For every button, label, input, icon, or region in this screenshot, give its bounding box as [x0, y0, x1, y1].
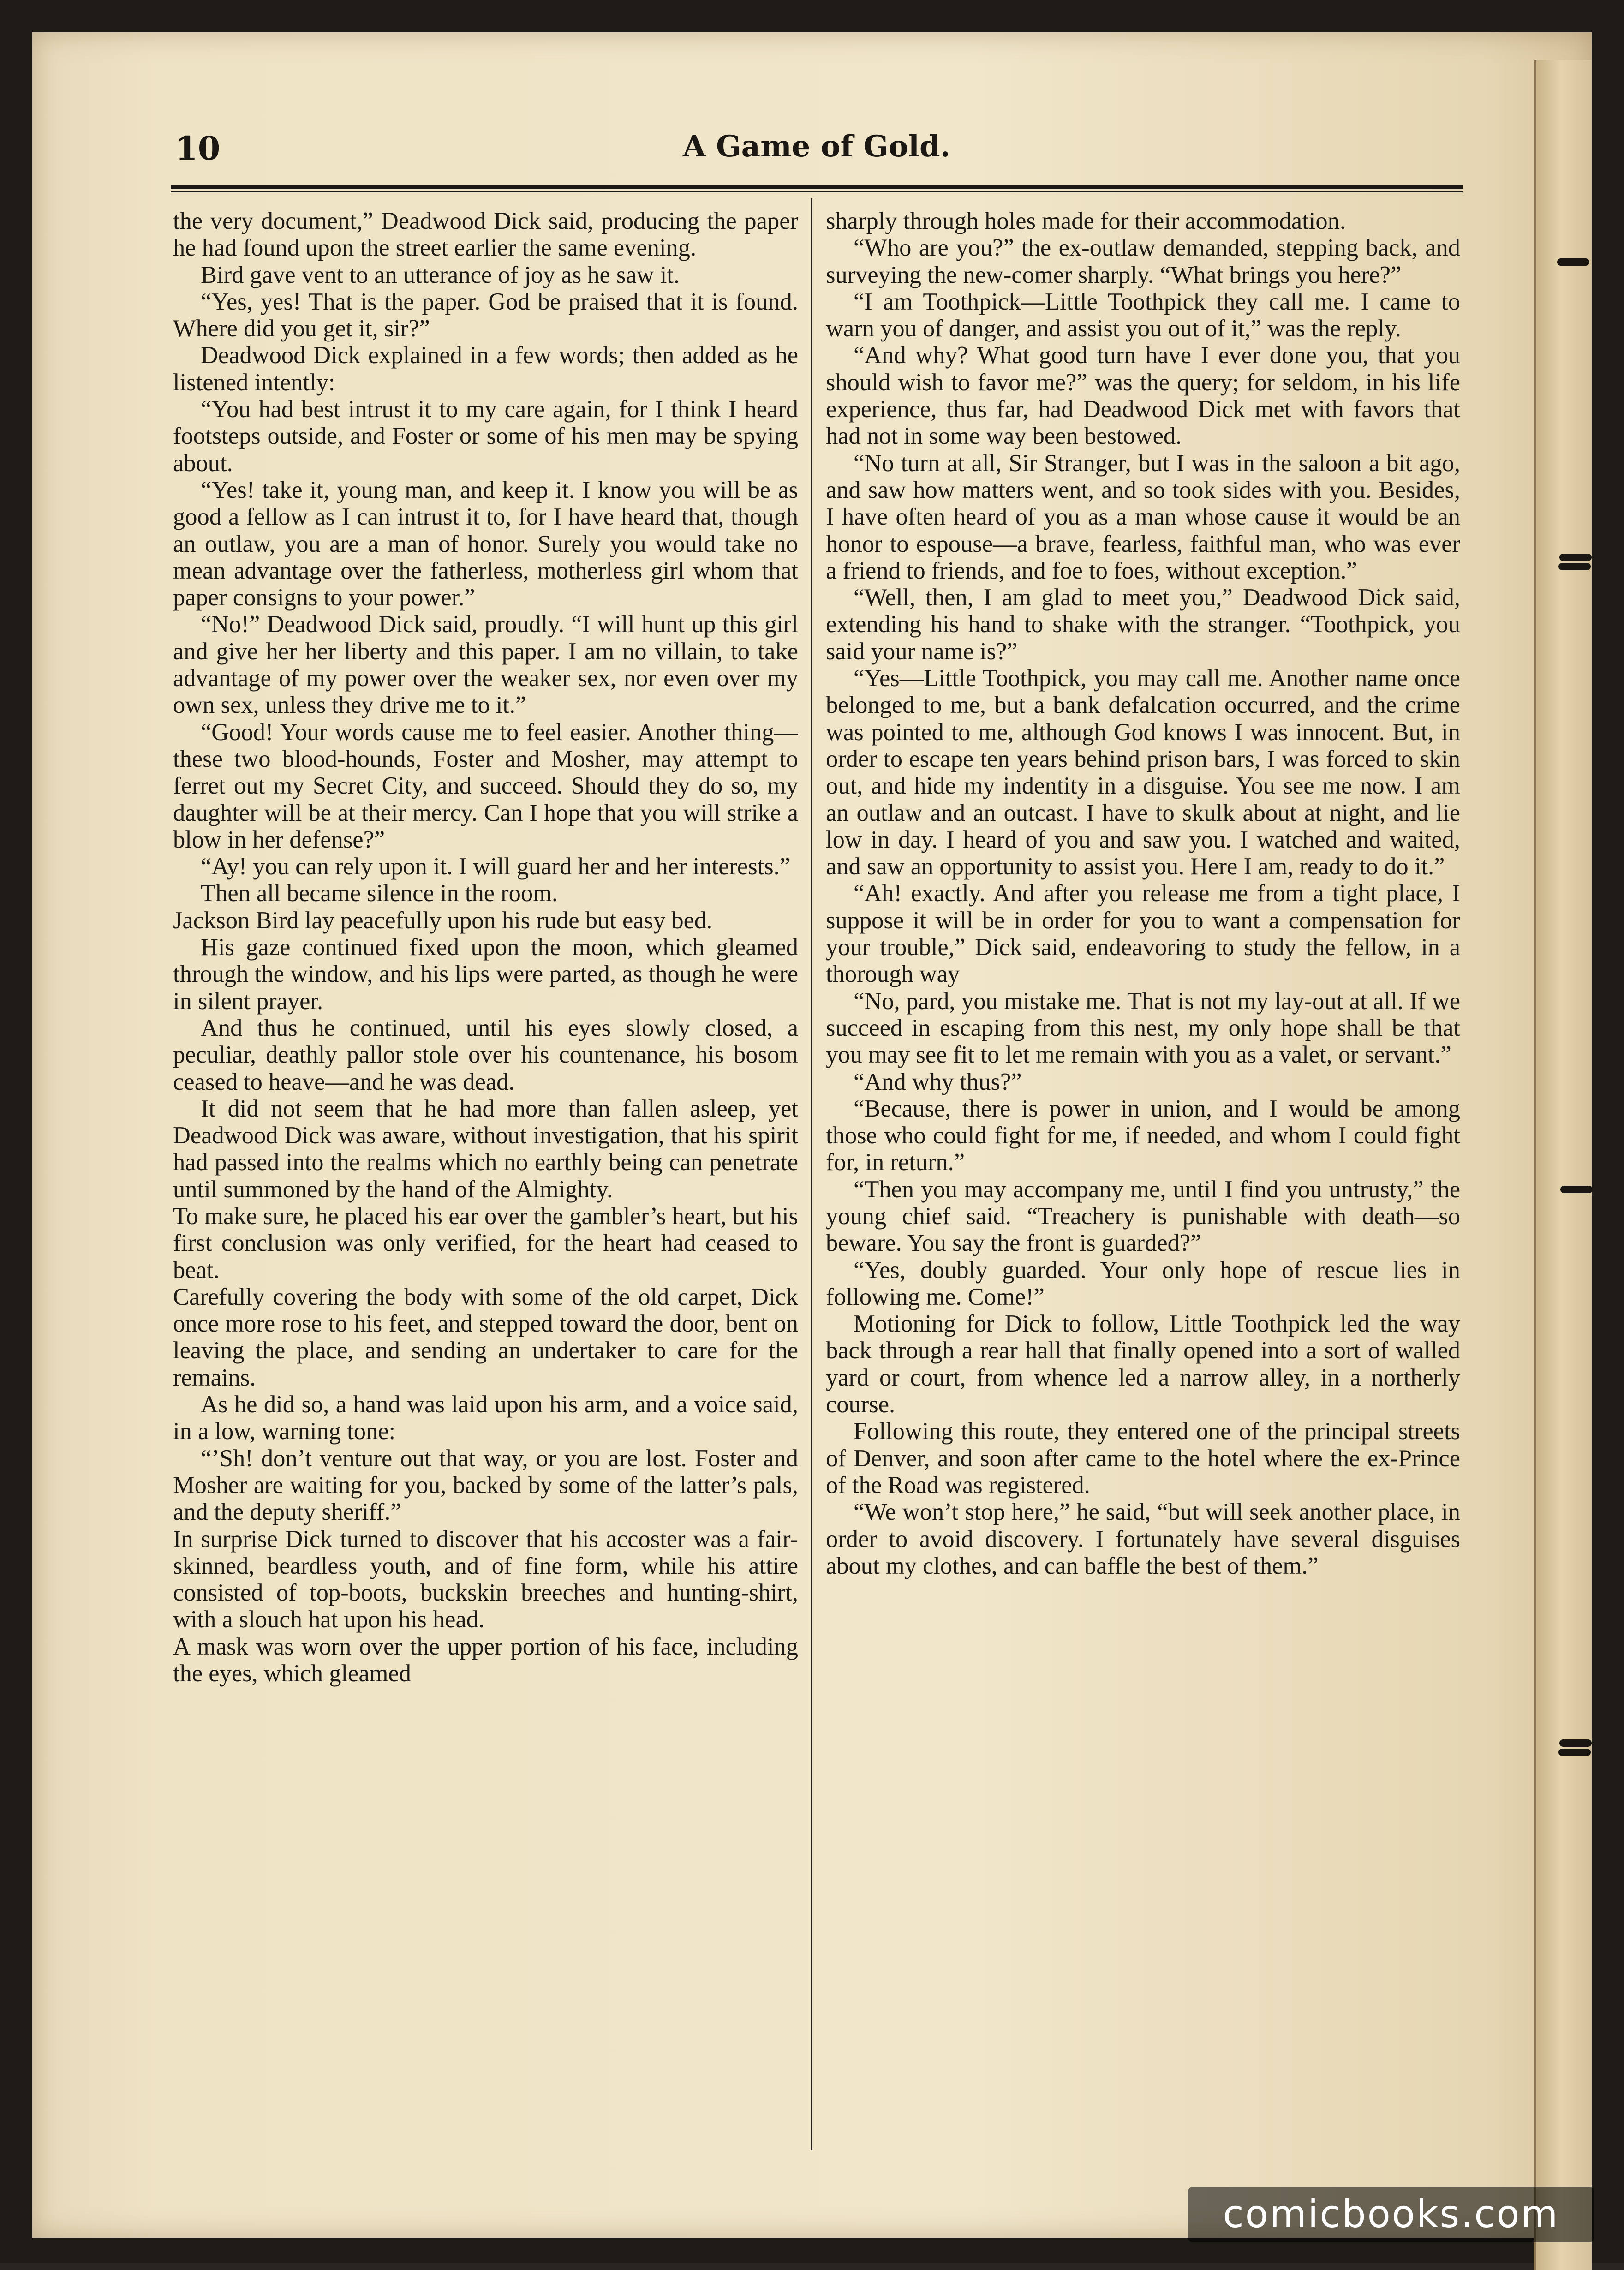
adjacent-page-edge [1534, 60, 1592, 2270]
paragraph: Motioning for Dick to follow, Little Toothpick led the way back through a rear hall that finally opened into a sort of walled yard or court, from whence led a narrow alley, in a northerly course. [826, 1310, 1460, 1418]
left-column [173, 208, 798, 2141]
paragraph: Then all became silence in the room. [201, 880, 558, 907]
watermark-logo: comicbooks.com [1188, 2187, 1594, 2242]
paragraph: Following this route, they entered one of the principal streets of Denver, and soon after came to the hotel where the ex-Prince of the Road was registered. [826, 1418, 1460, 1499]
paragraph: As he did so, a hand was laid upon his arm, and a voice said, in a low, warning tone: [173, 1391, 798, 1445]
paragraph: “I am Toothpick—Little Toothpick they call me. I came to warn you of danger, and assist you out of it,” was the reply. [826, 288, 1460, 342]
header-rule-thin [171, 191, 1463, 192]
paragraph: To make sure, he placed his ear over the gambler’s heart, but his first conclusion was only verified, for the heart had ceased to beat. [173, 1202, 798, 1284]
paragraph: “Then you may accompany me, until I find you untrusty,” the young chief said. “Treachery is punishable with death—so beware. You say the front is guarded?” [826, 1176, 1460, 1257]
paragraph: Jackson Bird lay peacefully upon his rude but easy bed. [173, 907, 713, 934]
paragraph: “No turn at all, Sir Stranger, but I was in the saloon a bit ago, and saw how matters went, and so took sides with you. Besides, I have often heard of you as a man whose cause it would be an honor to espouse—a brave, fearless, faithful man, who was ever a friend to friends, and foe to foes, without exception.” [826, 449, 1460, 584]
paragraph: “Who are you?” the ex-outlaw demanded, stepping back, and surveying the new-comer sharply. “What brings you here?” [826, 234, 1460, 288]
running-header [175, 125, 1458, 175]
binding-stitch [1558, 1749, 1591, 1756]
paragraph: “No, pard, you mistake me. That is not my lay-out at all. If we succeed in escaping from this nest, my only hope shall be that you may see fit to let me remain with you as a valet, or servant.” [826, 987, 1460, 1069]
binding-stitch [1559, 1739, 1592, 1747]
binding-stitch [1557, 258, 1589, 266]
binding-stitch [1559, 554, 1592, 561]
paragraph: “Yes—Little Toothpick, you may call me. Another name once belonged to me, but a bank defalcation occurred, and the crime was pointed to me, although God knows I was innocent. But, in order to escape ten years behind prison bars, I was forced to skin out, and hide my indentity in a disguise. You see me now. I am an outlaw and an outcast. I have to skulk about at night, and lie low in day. I heard of you and saw you. I watched and waited, and saw an opportunity to assist you. Here I am, ready to do it.” [826, 665, 1460, 880]
paragraph: “Ay! you can rely upon it. I will guard her and her interests.” [201, 853, 791, 880]
paragraph: In surprise Dick turned to discover that his accoster was a fair-skinned, beardless youth, and of fine form, while his attire consisted of top-boots, buckskin breeches and hunting-shirt, with a slouch hat upon his head. [173, 1525, 798, 1633]
paragraph: “Ah! exactly. And after you release me from a tight place, I suppose it will be in order for you to want a compensation for your trouble,” Dick said, endeavoring to study the fellow, in a thorough way [826, 880, 1460, 988]
page-number: 10 [175, 129, 221, 167]
paragraph: Deadwood Dick explained in a few words; then added as he listened intently: [173, 342, 798, 396]
paragraph: “Yes, doubly guarded. Your only hope of rescue lies in following me. Come!” [826, 1256, 1460, 1310]
paragraph: It did not seem that he had more than fallen asleep, yet Deadwood Dick was aware, without investigation, that his spirit had passed into the realms which no earthly being can penetrate until summoned by the hand of the Almighty. [173, 1095, 798, 1203]
binding-stitch [1558, 563, 1591, 570]
paragraph: “Good! Your words cause me to feel easier. Another thing—these two blood-hounds, Foster and Mosher, may attempt to ferret out my Secret City, and succeed. Should they do so, my daughter will be at their mercy. Can I hope that you will strike a blow in her defense?” [173, 718, 798, 853]
paragraph: “No!” Deadwood Dick said, proudly. “I will hunt up this girl and give her her liberty and this paper. I am no villain, to take advantage of my power over the weaker sex, nor even over my own sex, unless they drive me to it.” [173, 611, 798, 719]
running-title: A Game of Gold. [683, 129, 950, 164]
paragraph: Bird gave vent to an utterance of joy as he saw it. [201, 261, 680, 288]
paragraph: “We won’t stop here,” he said, “but will seek another place, in order to avoid discovery. I fortunately have several disguises about my clothes, and can baffle the best of them.” [826, 1499, 1460, 1579]
paragraph: “Well, then, I am glad to meet you,” Deadwood Dick said, extending his hand to shake with the stranger. “Toothpick, you said your name is?” [826, 584, 1460, 665]
paragraph: “’Sh! don’t venture out that way, or you are lost. Foster and Mosher are waiting for you, backed by some of the latter’s pals, and the deputy sheriff.” [173, 1445, 798, 1526]
paragraph: His gaze continued fixed upon the moon, which gleamed through the window, and his lips were parted, as though he were in silent prayer. [173, 934, 798, 1015]
column-divider [811, 198, 812, 2150]
binding-stitch [1560, 1186, 1593, 1193]
header-rule [171, 185, 1463, 189]
paragraph: “You had best intrust it to my care again, for I think I heard footsteps outside, and Foster or some of his men may be spying about. [173, 396, 798, 477]
paragraph: the very document,” Deadwood Dick said, producing the paper he had found upon the street earlier the same evening. [173, 208, 798, 262]
right-column [826, 208, 1460, 2141]
paragraph: A mask was worn over the upper portion of his face, including the eyes, which gleamed [173, 1633, 798, 1687]
paragraph: Carefully covering the body with some of the old carpet, Dick once more rose to his feet, and stepped toward the door, bent on leaving the place, and sending an undertaker to care for the remains. [173, 1283, 798, 1391]
paragraph: “Yes! take it, young man, and keep it. I know you will be as good a fellow as I can intrust it to, for I have heard that, though an outlaw, you are a man of honor. Surely you would take no mean advantage over the fatherless, motherless girl whom that paper consigns to your power.” [173, 476, 798, 611]
paragraph: sharply through holes made for their accommodation. [826, 208, 1346, 234]
paragraph: “And why thus?” [854, 1068, 1022, 1095]
paragraph: “And why? What good turn have I ever done you, that you should wish to favor me?” was the query; for seldom, in his life experience, thus far, had Deadwood Dick met with favors that had not in some way been bestowed. [826, 342, 1460, 450]
paragraph: “Yes, yes! That is the paper. God be praised that it is found. Where did you get it, sir?” [173, 288, 798, 342]
paragraph: “Because, there is power in union, and I would be among those who could fight for me, if needed, and whom I could fight for, in return.” [826, 1095, 1460, 1176]
paragraph: And thus he continued, until his eyes slowly closed, a peculiar, deathly pallor stole over his countenance, his bosom ceased to heave—and he was dead. [173, 1014, 798, 1095]
